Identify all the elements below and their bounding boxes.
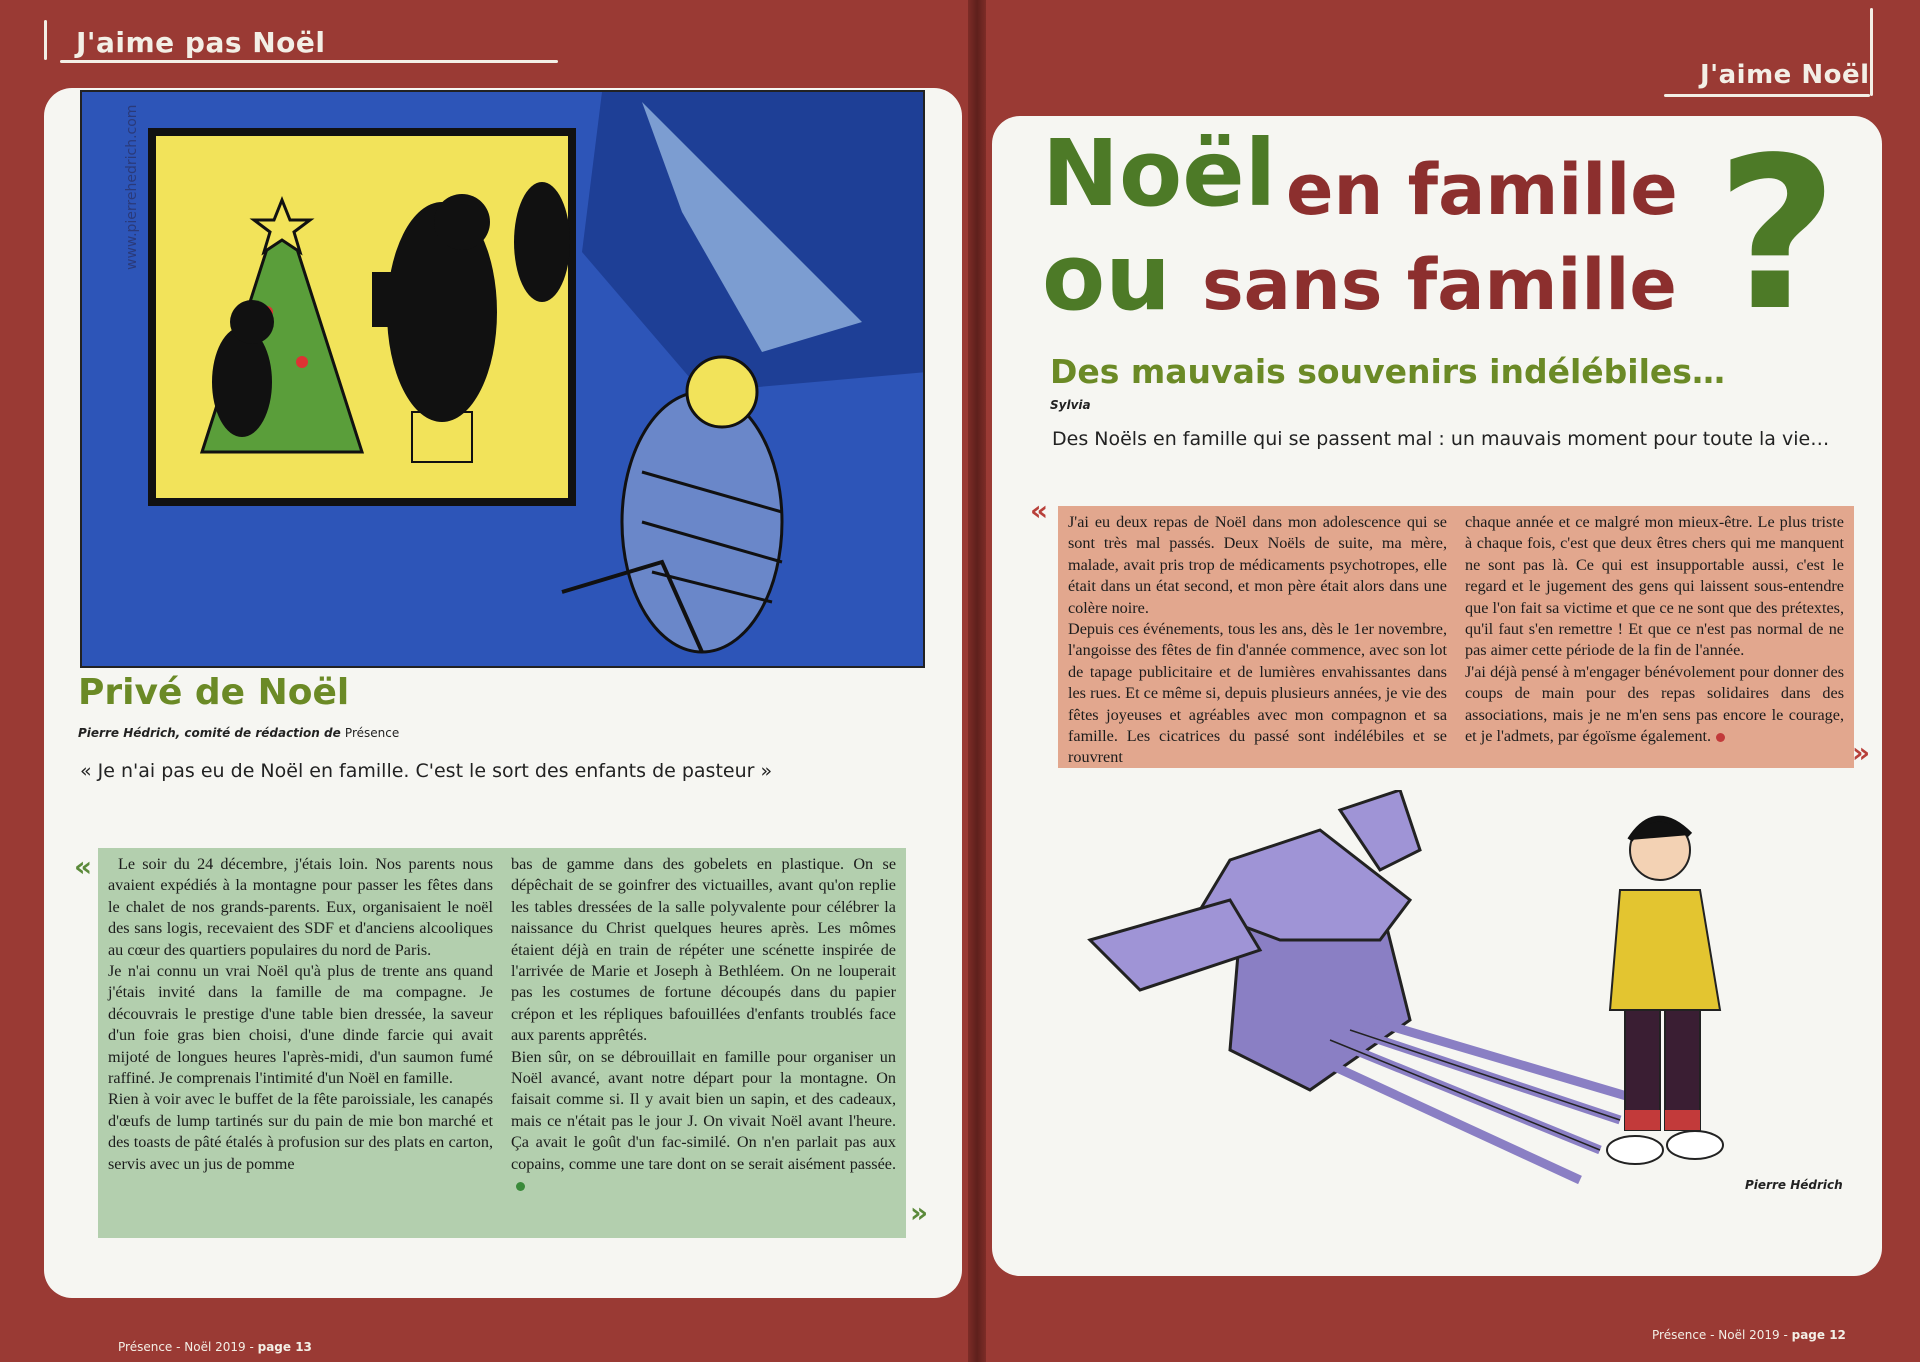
rubric-jaime-noel: J'aime Noël [1700, 60, 1870, 90]
footer-page-number: page 12 [1791, 1328, 1846, 1342]
article-intro: Des Noëls en famille qui se passent mal : un mauvais moment pour toute la vie… [1052, 428, 1830, 450]
article-box-right [1058, 506, 1854, 768]
pull-quote-left: « Je n'ai pas eu de Noël en famille. C'est le sort des enfants de pasteur » [80, 760, 773, 782]
rubric-rule-right-vertical [1870, 8, 1873, 96]
headline-question-mark: ? [1716, 112, 1838, 357]
article-column-left-2 [511, 854, 896, 1232]
byline-right: Sylvia [1050, 398, 1091, 412]
rubric-rule-left [60, 60, 558, 63]
footer-left [118, 1340, 312, 1354]
illustration-credit-vertical: www.pierrehedrich.com [124, 104, 140, 270]
magazine-spine [968, 0, 986, 1362]
paragraph: Je n'ai connu un vrai Noël qu'à plus de trente ans quand j'étais invité dans la famille de ma compagne. Je découvrais le prestige d'une table bien dressée, la saveur d'un foie gras bien choisi, d'une dinde farcie qui avait mijoté de longues heures l'après-midi, d'un saumon fumé raffiné. Je comprenais l'intimité d'un Noël en famille. [108, 962, 493, 1088]
gift-boy-illustration [1080, 790, 1840, 1210]
paragraph: Depuis ces événements, tous les ans, dès le 1er novembre, l'angoisse des fêtes de fin d'année commence, avec son lot de tapage publicitaire et de lumières envahissantes dans les rues. Et ce même si, depuis plusieurs années, je vie des fêtes joyeuses et agréables avec mon compagnon et sa famille. Les cicatrices du passé sont indélébiles et se rouvrent [1068, 620, 1447, 767]
rubric-rule-left-vertical [44, 20, 47, 60]
headline-en-famille: en famille [1286, 149, 1678, 231]
footer-publication: Présence - Noël 2019 - [118, 1340, 258, 1354]
headline-sans-famille: sans famille [1202, 244, 1677, 326]
open-quote-mark-right: « [1030, 494, 1049, 527]
christmas-window-illustration [80, 90, 925, 668]
rubric-rule-right [1664, 94, 1870, 97]
footer-publication: Présence - Noël 2019 - [1652, 1328, 1792, 1342]
paragraph: bas de gamme dans des gobelets en plastique. On se dépêchait de se goinfrer des victuailles, avant qu'on replie les tables dressées de la salle polyvalente pour célébrer la naissance du Christ quelques heures après. Les mômes étaient déjà en train de répéter une scénette inspirée de l'arrivée de Marie et Joseph à Bethléem. On ne louperait pas les costumes de fortune découpés dans du papier crépon et les répliques bafouillées d'enfants troublés face aux parents apprêtés. [511, 855, 896, 1045]
byline-publication: Présence [344, 726, 400, 740]
close-quote-mark-right: » [1852, 736, 1871, 769]
article-box-left [98, 848, 906, 1238]
headline-noel: Noël [1042, 120, 1277, 227]
open-quote-mark-left: « [74, 850, 93, 883]
byline-left [78, 726, 399, 740]
end-dot-icon [1716, 733, 1725, 742]
headline-ou: ou [1042, 224, 1171, 331]
article-column-right-2 [1465, 512, 1844, 762]
byline-author: Pierre Hédrich, comité de rédaction de [78, 726, 341, 740]
paragraph-text: J'ai déjà pensé à m'engager bénévolement pour donner des coups de main pour des repas solidaires dans des associations, mais je ne m'en sens pas encore le courage, et je l'admets, par égoïsme également. [1465, 662, 1844, 746]
paragraph [1465, 662, 1844, 748]
article-column-right-1 [1068, 512, 1447, 767]
paragraph: chaque année et ce malgré mon mieux-être. Le plus triste à chaque fois, c'est que deux êtres chers qui me manquent ne sont pas là. Ce qui est insupportable aussi, c'est le regard et le jugement des gens qui laissent sous-entendre que l'on fait sa victime et que ce ne sont que des prétextes, qu'il faut s'en remettre ! Et que ce n'est pas normal de ne pas aimer cette période de la fin de l'année. [1465, 513, 1844, 660]
article-subtitle: Des mauvais souvenirs indélébiles… [1050, 352, 1725, 391]
paragraph [511, 1047, 896, 1197]
paragraph-text: Bien sûr, on se débrouillait en famille pour organiser un Noël avancé, avant notre départ pour la montagne. On faisait comme si. Il y avait bien un sapin, et des cadeaux, mais ce n'était pas le jour J. On vivait Noël avant l'heure. Ça avait le goût d'un fac-similé. On n'en parlait pas aux copains, comme une tare dont on se serait aisément passée. [511, 1047, 896, 1173]
rubric-jaime-pas-noel: J'aime pas Noël [76, 26, 326, 59]
footer-page-number: page 13 [257, 1340, 312, 1354]
paragraph: J'ai eu deux repas de Noël dans mon adolescence qui se sont très mal passés. Deux Noëls de suite, ma mère, malade, avait pris trop de médicaments psychotropes, elle était dans un état second, et mon père était alors dans une colère noire. [1068, 513, 1447, 617]
footer-right [1652, 1328, 1846, 1342]
paragraph: Le soir du 24 décembre, j'étais loin. Nos parents nous avaient expédiés à la montagne pour passer les fêtes dans le chalet de nos grands-parents. Eux, organisaient le noël des sans logis, recevaient des SDF et d'anciens alcooliques au cœur des quartiers populaires du nord de Paris. [108, 855, 493, 959]
paragraph: Rien à voir avec le buffet de la fête paroissiale, les canapés d'œufs de lump tartinés sur du pain de mie bon marché et des toasts de pâté étalés à profusion sur des plats en carton, servis avec un jus de pomme [108, 1090, 493, 1173]
close-quote-mark-left: » [910, 1196, 929, 1229]
end-dot-icon [516, 1182, 525, 1191]
illustration-credit-right: Pierre Hédrich [1745, 1178, 1843, 1192]
article-column-left-1 [108, 854, 493, 1232]
article-title-prive-de-noel: Privé de Noël [78, 672, 350, 713]
